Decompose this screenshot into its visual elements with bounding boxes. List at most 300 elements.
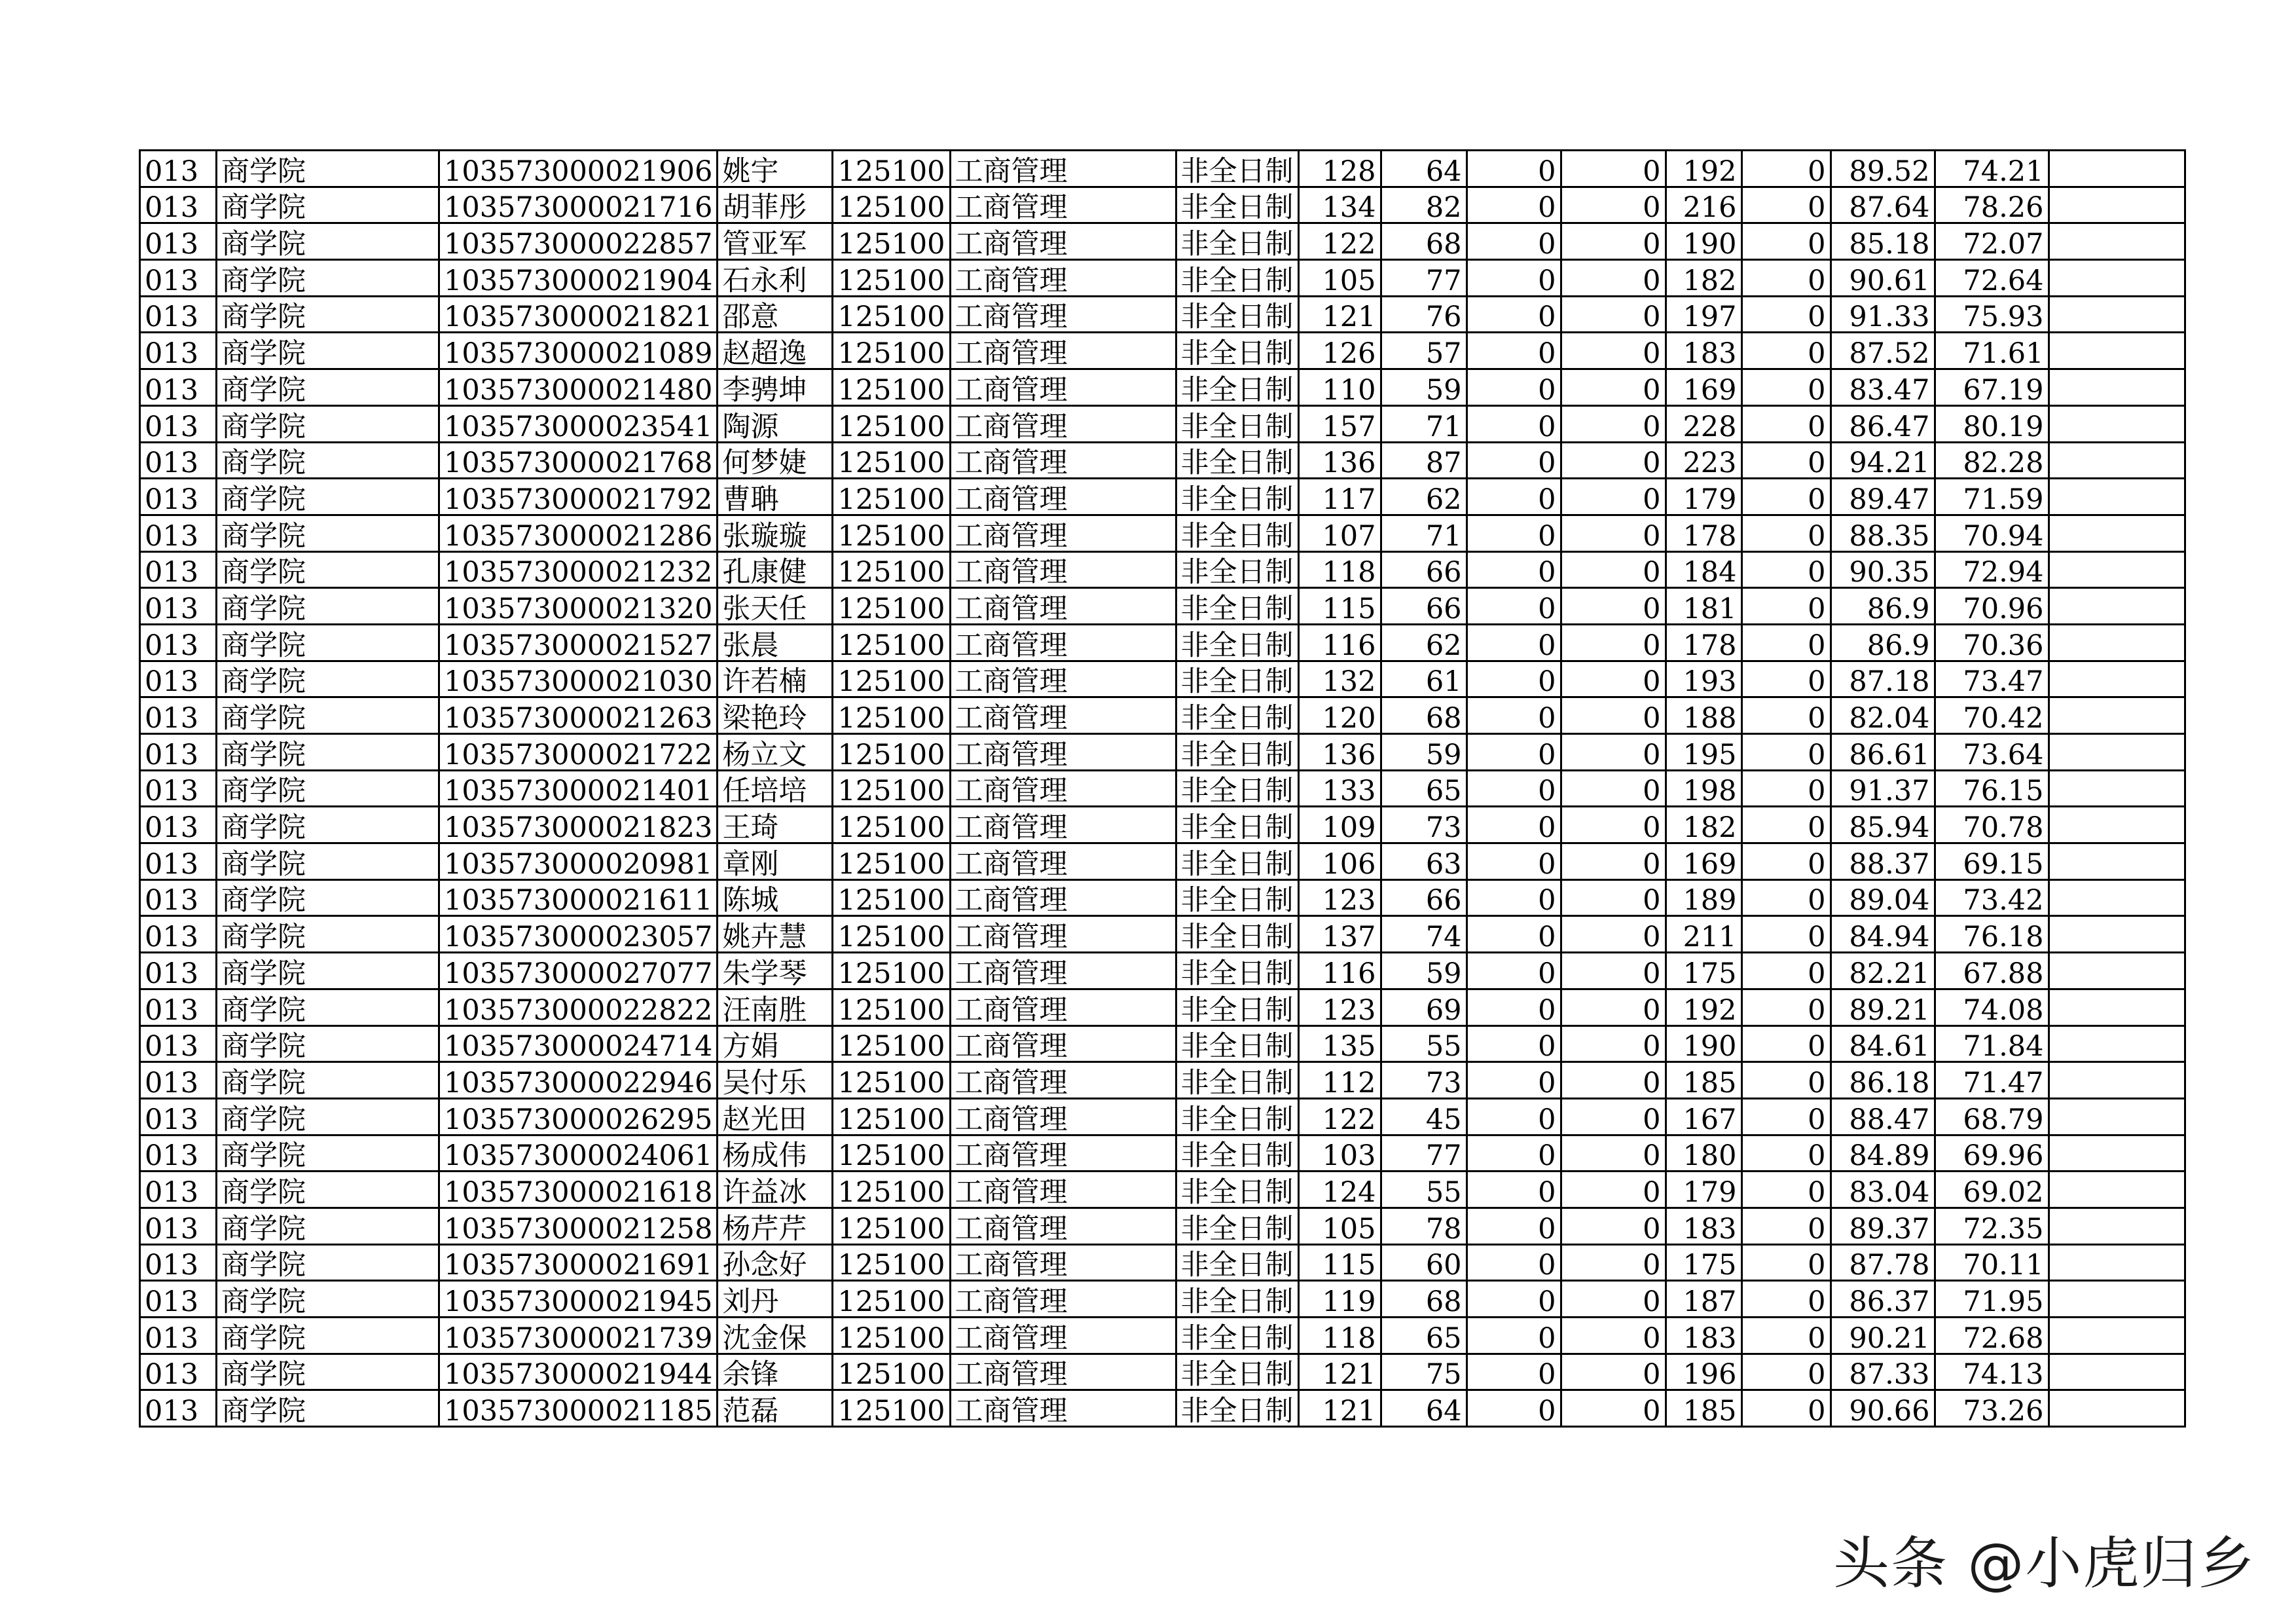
score-1-cell: 105	[1298, 1208, 1381, 1244]
major-name-cell: 工商管理	[950, 1318, 1176, 1354]
score-1-cell: 124	[1298, 1172, 1381, 1208]
total-score-cell: 188	[1666, 697, 1741, 734]
major-name-cell: 工商管理	[950, 333, 1176, 369]
empty-cell	[2049, 624, 2185, 661]
study-mode-cell: 非全日制	[1176, 879, 1298, 916]
exam-id-cell: 103573000020981	[439, 843, 718, 880]
interview-score-cell: 83.47	[1831, 369, 1935, 406]
table-row	[140, 151, 2185, 187]
major-name-cell: 工商管理	[950, 1098, 1176, 1135]
score-1-cell: 128	[1298, 151, 1381, 187]
score-4-cell: 0	[1561, 442, 1666, 479]
score-2-cell: 66	[1381, 879, 1467, 916]
interview-score-cell: 85.18	[1831, 223, 1935, 260]
extra-score-cell: 0	[1741, 1244, 1831, 1281]
exam-id-cell: 103573000021185	[439, 1390, 718, 1427]
student-name-cell: 王琦	[718, 807, 833, 843]
unit-code-cell: 013	[140, 1244, 217, 1281]
major-name-cell: 工商管理	[950, 661, 1176, 697]
score-1-cell: 118	[1298, 1318, 1381, 1354]
score-1-cell: 117	[1298, 479, 1381, 515]
extra-score-cell: 0	[1741, 588, 1831, 625]
extra-score-cell: 0	[1741, 624, 1831, 661]
interview-score-cell: 87.78	[1831, 1244, 1935, 1281]
major-code-cell: 125100	[833, 260, 950, 297]
school-name-cell: 商学院	[217, 1098, 439, 1135]
school-name-cell: 商学院	[217, 515, 439, 551]
study-mode-cell: 非全日制	[1176, 1281, 1298, 1318]
unit-code-cell: 013	[140, 405, 217, 442]
table-row	[140, 405, 2185, 442]
major-name-cell: 工商管理	[950, 1390, 1176, 1427]
score-4-cell: 0	[1561, 151, 1666, 187]
score-2-cell: 64	[1381, 1390, 1467, 1427]
score-1-cell: 122	[1298, 223, 1381, 260]
student-name-cell: 汪南胜	[718, 989, 833, 1025]
score-2-cell: 74	[1381, 916, 1467, 953]
empty-cell	[2049, 1062, 2185, 1099]
study-mode-cell: 非全日制	[1176, 333, 1298, 369]
score-2-cell: 82	[1381, 187, 1467, 223]
unit-code-cell: 013	[140, 369, 217, 406]
empty-cell	[2049, 369, 2185, 406]
score-3-cell: 0	[1467, 1244, 1561, 1281]
extra-score-cell: 0	[1741, 1062, 1831, 1099]
score-3-cell: 0	[1467, 734, 1561, 771]
score-4-cell: 0	[1561, 697, 1666, 734]
unit-code-cell: 013	[140, 843, 217, 880]
score-1-cell: 107	[1298, 515, 1381, 551]
table-row	[140, 953, 2185, 989]
school-name-cell: 商学院	[217, 1244, 439, 1281]
empty-cell	[2049, 515, 2185, 551]
major-name-cell: 工商管理	[950, 442, 1176, 479]
score-4-cell: 0	[1561, 770, 1666, 807]
extra-score-cell: 0	[1741, 1135, 1831, 1172]
score-4-cell: 0	[1561, 734, 1666, 771]
score-4-cell: 0	[1561, 1172, 1666, 1208]
total-score-cell: 192	[1666, 151, 1741, 187]
score-2-cell: 55	[1381, 1025, 1467, 1062]
final-score-cell: 70.42	[1935, 697, 2049, 734]
total-score-cell: 180	[1666, 1135, 1741, 1172]
score-2-cell: 63	[1381, 843, 1467, 880]
score-3-cell: 0	[1467, 187, 1561, 223]
major-name-cell: 工商管理	[950, 697, 1176, 734]
final-score-cell: 70.36	[1935, 624, 2049, 661]
student-name-cell: 许若楠	[718, 661, 833, 697]
total-score-cell: 178	[1666, 515, 1741, 551]
empty-cell	[2049, 1135, 2185, 1172]
score-1-cell: 136	[1298, 734, 1381, 771]
final-score-cell: 67.88	[1935, 953, 2049, 989]
unit-code-cell: 013	[140, 1135, 217, 1172]
table-row	[140, 624, 2185, 661]
major-name-cell: 工商管理	[950, 1062, 1176, 1099]
unit-code-cell: 013	[140, 479, 217, 515]
total-score-cell: 185	[1666, 1062, 1741, 1099]
unit-code-cell: 013	[140, 953, 217, 989]
major-name-cell: 工商管理	[950, 1281, 1176, 1318]
table-row	[140, 879, 2185, 916]
unit-code-cell: 013	[140, 151, 217, 187]
study-mode-cell: 非全日制	[1176, 1025, 1298, 1062]
major-name-cell: 工商管理	[950, 770, 1176, 807]
unit-code-cell: 013	[140, 624, 217, 661]
score-3-cell: 0	[1467, 624, 1561, 661]
extra-score-cell: 0	[1741, 551, 1831, 588]
total-score-cell: 192	[1666, 989, 1741, 1025]
extra-score-cell: 0	[1741, 479, 1831, 515]
total-score-cell: 167	[1666, 1098, 1741, 1135]
major-code-cell: 125100	[833, 843, 950, 880]
score-4-cell: 0	[1561, 1062, 1666, 1099]
extra-score-cell: 0	[1741, 442, 1831, 479]
final-score-cell: 70.78	[1935, 807, 2049, 843]
school-name-cell: 商学院	[217, 588, 439, 625]
major-name-cell: 工商管理	[950, 1208, 1176, 1244]
score-2-cell: 66	[1381, 588, 1467, 625]
score-1-cell: 121	[1298, 1390, 1381, 1427]
student-name-cell: 孙念好	[718, 1244, 833, 1281]
score-1-cell: 133	[1298, 770, 1381, 807]
empty-cell	[2049, 333, 2185, 369]
interview-score-cell: 90.35	[1831, 551, 1935, 588]
final-score-cell: 71.59	[1935, 479, 2049, 515]
score-3-cell: 0	[1467, 260, 1561, 297]
score-1-cell: 123	[1298, 989, 1381, 1025]
study-mode-cell: 非全日制	[1176, 1354, 1298, 1390]
exam-id-cell: 103573000024714	[439, 1025, 718, 1062]
exam-id-cell: 103573000021691	[439, 1244, 718, 1281]
major-name-cell: 工商管理	[950, 1135, 1176, 1172]
extra-score-cell: 0	[1741, 770, 1831, 807]
exam-id-cell: 103573000021768	[439, 442, 718, 479]
score-4-cell: 0	[1561, 1244, 1666, 1281]
total-score-cell: 187	[1666, 1281, 1741, 1318]
unit-code-cell: 013	[140, 1062, 217, 1099]
major-code-cell: 125100	[833, 1172, 950, 1208]
table-row	[140, 442, 2185, 479]
exam-id-cell: 103573000021792	[439, 479, 718, 515]
empty-cell	[2049, 260, 2185, 297]
unit-code-cell: 013	[140, 551, 217, 588]
table-row	[140, 1172, 2185, 1208]
score-2-cell: 66	[1381, 551, 1467, 588]
major-name-cell: 工商管理	[950, 624, 1176, 661]
score-1-cell: 136	[1298, 442, 1381, 479]
study-mode-cell: 非全日制	[1176, 187, 1298, 223]
score-2-cell: 60	[1381, 1244, 1467, 1281]
student-name-cell: 张璇璇	[718, 515, 833, 551]
student-name-cell: 曹聃	[718, 479, 833, 515]
school-name-cell: 商学院	[217, 1208, 439, 1244]
score-3-cell: 0	[1467, 479, 1561, 515]
exam-id-cell: 103573000027077	[439, 953, 718, 989]
score-3-cell: 0	[1467, 1172, 1561, 1208]
unit-code-cell: 013	[140, 187, 217, 223]
study-mode-cell: 非全日制	[1176, 1390, 1298, 1427]
total-score-cell: 228	[1666, 405, 1741, 442]
unit-code-cell: 013	[140, 661, 217, 697]
table-row	[140, 807, 2185, 843]
interview-score-cell: 89.47	[1831, 479, 1935, 515]
final-score-cell: 71.61	[1935, 333, 2049, 369]
score-3-cell: 0	[1467, 916, 1561, 953]
major-code-cell: 125100	[833, 515, 950, 551]
major-name-cell: 工商管理	[950, 405, 1176, 442]
score-2-cell: 61	[1381, 661, 1467, 697]
exam-id-cell: 103573000021823	[439, 807, 718, 843]
score-table	[139, 149, 2186, 1428]
exam-id-cell: 103573000021821	[439, 296, 718, 333]
table-row	[140, 1098, 2185, 1135]
major-code-cell: 125100	[833, 1025, 950, 1062]
final-score-cell: 72.68	[1935, 1318, 2049, 1354]
major-code-cell: 125100	[833, 369, 950, 406]
study-mode-cell: 非全日制	[1176, 369, 1298, 406]
study-mode-cell: 非全日制	[1176, 479, 1298, 515]
score-3-cell: 0	[1467, 369, 1561, 406]
student-name-cell: 邵意	[718, 296, 833, 333]
empty-cell	[2049, 551, 2185, 588]
major-code-cell: 125100	[833, 734, 950, 771]
exam-id-cell: 103573000021739	[439, 1318, 718, 1354]
table-row	[140, 223, 2185, 260]
exam-id-cell: 103573000021527	[439, 624, 718, 661]
score-3-cell: 0	[1467, 405, 1561, 442]
major-code-cell: 125100	[833, 151, 950, 187]
total-score-cell: 183	[1666, 333, 1741, 369]
school-name-cell: 商学院	[217, 953, 439, 989]
table-row	[140, 697, 2185, 734]
score-1-cell: 115	[1298, 1244, 1381, 1281]
score-4-cell: 0	[1561, 296, 1666, 333]
final-score-cell: 73.26	[1935, 1390, 2049, 1427]
score-4-cell: 0	[1561, 369, 1666, 406]
interview-score-cell: 90.21	[1831, 1318, 1935, 1354]
interview-score-cell: 83.04	[1831, 1172, 1935, 1208]
empty-cell	[2049, 1354, 2185, 1390]
score-2-cell: 77	[1381, 1135, 1467, 1172]
score-2-cell: 65	[1381, 1318, 1467, 1354]
score-3-cell: 0	[1467, 989, 1561, 1025]
interview-score-cell: 90.61	[1831, 260, 1935, 297]
exam-id-cell: 103573000022857	[439, 223, 718, 260]
score-3-cell: 0	[1467, 1281, 1561, 1318]
unit-code-cell: 013	[140, 770, 217, 807]
extra-score-cell: 0	[1741, 151, 1831, 187]
table-row	[140, 369, 2185, 406]
empty-cell	[2049, 661, 2185, 697]
study-mode-cell: 非全日制	[1176, 442, 1298, 479]
score-3-cell: 0	[1467, 953, 1561, 989]
exam-id-cell: 103573000021722	[439, 734, 718, 771]
study-mode-cell: 非全日制	[1176, 916, 1298, 953]
extra-score-cell: 0	[1741, 879, 1831, 916]
score-1-cell: 120	[1298, 697, 1381, 734]
study-mode-cell: 非全日制	[1176, 807, 1298, 843]
score-1-cell: 109	[1298, 807, 1381, 843]
extra-score-cell: 0	[1741, 953, 1831, 989]
study-mode-cell: 非全日制	[1176, 624, 1298, 661]
major-code-cell: 125100	[833, 1062, 950, 1099]
extra-score-cell: 0	[1741, 369, 1831, 406]
school-name-cell: 商学院	[217, 1318, 439, 1354]
major-name-cell: 工商管理	[950, 1354, 1176, 1390]
major-code-cell: 125100	[833, 1244, 950, 1281]
empty-cell	[2049, 1318, 2185, 1354]
final-score-cell: 70.96	[1935, 588, 2049, 625]
score-2-cell: 87	[1381, 442, 1467, 479]
empty-cell	[2049, 479, 2185, 515]
interview-score-cell: 89.04	[1831, 879, 1935, 916]
final-score-cell: 74.13	[1935, 1354, 2049, 1390]
student-name-cell: 孔康健	[718, 551, 833, 588]
unit-code-cell: 013	[140, 697, 217, 734]
score-2-cell: 69	[1381, 989, 1467, 1025]
major-name-cell: 工商管理	[950, 260, 1176, 297]
empty-cell	[2049, 697, 2185, 734]
empty-cell	[2049, 223, 2185, 260]
empty-cell	[2049, 1281, 2185, 1318]
student-name-cell: 许益冰	[718, 1172, 833, 1208]
exam-id-cell: 103573000021030	[439, 661, 718, 697]
final-score-cell: 72.64	[1935, 260, 2049, 297]
student-name-cell: 陈城	[718, 879, 833, 916]
unit-code-cell: 013	[140, 442, 217, 479]
major-name-cell: 工商管理	[950, 1025, 1176, 1062]
score-4-cell: 0	[1561, 588, 1666, 625]
school-name-cell: 商学院	[217, 916, 439, 953]
total-score-cell: 169	[1666, 843, 1741, 880]
score-3-cell: 0	[1467, 442, 1561, 479]
empty-cell	[2049, 588, 2185, 625]
unit-code-cell: 013	[140, 1281, 217, 1318]
interview-score-cell: 90.66	[1831, 1390, 1935, 1427]
score-2-cell: 59	[1381, 953, 1467, 989]
score-2-cell: 76	[1381, 296, 1467, 333]
score-1-cell: 103	[1298, 1135, 1381, 1172]
school-name-cell: 商学院	[217, 697, 439, 734]
major-name-cell: 工商管理	[950, 187, 1176, 223]
extra-score-cell: 0	[1741, 843, 1831, 880]
student-name-cell: 李骋坤	[718, 369, 833, 406]
score-2-cell: 68	[1381, 223, 1467, 260]
score-2-cell: 59	[1381, 369, 1467, 406]
interview-score-cell: 85.94	[1831, 807, 1935, 843]
score-2-cell: 73	[1381, 807, 1467, 843]
empty-cell	[2049, 916, 2185, 953]
final-score-cell: 76.15	[1935, 770, 2049, 807]
extra-score-cell: 0	[1741, 807, 1831, 843]
school-name-cell: 商学院	[217, 1025, 439, 1062]
study-mode-cell: 非全日制	[1176, 223, 1298, 260]
total-score-cell: 223	[1666, 442, 1741, 479]
table-row	[140, 916, 2185, 953]
school-name-cell: 商学院	[217, 1354, 439, 1390]
major-code-cell: 125100	[833, 1135, 950, 1172]
table-row	[140, 1062, 2185, 1099]
major-code-cell: 125100	[833, 479, 950, 515]
score-4-cell: 0	[1561, 807, 1666, 843]
student-name-cell: 赵光田	[718, 1098, 833, 1135]
student-name-cell: 姚卉慧	[718, 916, 833, 953]
final-score-cell: 75.93	[1935, 296, 2049, 333]
study-mode-cell: 非全日制	[1176, 953, 1298, 989]
empty-cell	[2049, 989, 2185, 1025]
exam-id-cell: 103573000021401	[439, 770, 718, 807]
final-score-cell: 78.26	[1935, 187, 2049, 223]
score-1-cell: 126	[1298, 333, 1381, 369]
total-score-cell: 211	[1666, 916, 1741, 953]
exam-id-cell: 103573000024061	[439, 1135, 718, 1172]
score-3-cell: 0	[1467, 1318, 1561, 1354]
study-mode-cell: 非全日制	[1176, 1318, 1298, 1354]
score-4-cell: 0	[1561, 989, 1666, 1025]
empty-cell	[2049, 187, 2185, 223]
major-name-cell: 工商管理	[950, 479, 1176, 515]
school-name-cell: 商学院	[217, 187, 439, 223]
table-row	[140, 734, 2185, 771]
total-score-cell: 175	[1666, 953, 1741, 989]
score-3-cell: 0	[1467, 551, 1561, 588]
total-score-cell: 182	[1666, 260, 1741, 297]
watermark: 头条 @小虎归乡	[1833, 1531, 2256, 1596]
school-name-cell: 商学院	[217, 661, 439, 697]
score-3-cell: 0	[1467, 661, 1561, 697]
school-name-cell: 商学院	[217, 1172, 439, 1208]
table-row	[140, 1244, 2185, 1281]
empty-cell	[2049, 734, 2185, 771]
table-row	[140, 770, 2185, 807]
score-2-cell: 55	[1381, 1172, 1467, 1208]
exam-id-cell: 103573000021906	[439, 151, 718, 187]
total-score-cell: 189	[1666, 879, 1741, 916]
score-1-cell: 122	[1298, 1098, 1381, 1135]
major-name-cell: 工商管理	[950, 879, 1176, 916]
interview-score-cell: 87.64	[1831, 187, 1935, 223]
extra-score-cell: 0	[1741, 1390, 1831, 1427]
score-2-cell: 71	[1381, 515, 1467, 551]
final-score-cell: 68.79	[1935, 1098, 2049, 1135]
score-3-cell: 0	[1467, 296, 1561, 333]
final-score-cell: 71.95	[1935, 1281, 2049, 1318]
empty-cell	[2049, 405, 2185, 442]
score-2-cell: 62	[1381, 479, 1467, 515]
major-name-cell: 工商管理	[950, 734, 1176, 771]
total-score-cell: 196	[1666, 1354, 1741, 1390]
major-name-cell: 工商管理	[950, 989, 1176, 1025]
student-name-cell: 赵超逸	[718, 333, 833, 369]
interview-score-cell: 88.37	[1831, 843, 1935, 880]
total-score-cell: 175	[1666, 1244, 1741, 1281]
unit-code-cell: 013	[140, 916, 217, 953]
score-1-cell: 112	[1298, 1062, 1381, 1099]
unit-code-cell: 013	[140, 296, 217, 333]
major-code-cell: 125100	[833, 1390, 950, 1427]
exam-id-cell: 103573000021286	[439, 515, 718, 551]
exam-id-cell: 103573000023541	[439, 405, 718, 442]
major-code-cell: 125100	[833, 333, 950, 369]
study-mode-cell: 非全日制	[1176, 1208, 1298, 1244]
major-code-cell: 125100	[833, 770, 950, 807]
major-name-cell: 工商管理	[950, 843, 1176, 880]
final-score-cell: 69.15	[1935, 843, 2049, 880]
major-name-cell: 工商管理	[950, 588, 1176, 625]
study-mode-cell: 非全日制	[1176, 405, 1298, 442]
score-1-cell: 118	[1298, 551, 1381, 588]
